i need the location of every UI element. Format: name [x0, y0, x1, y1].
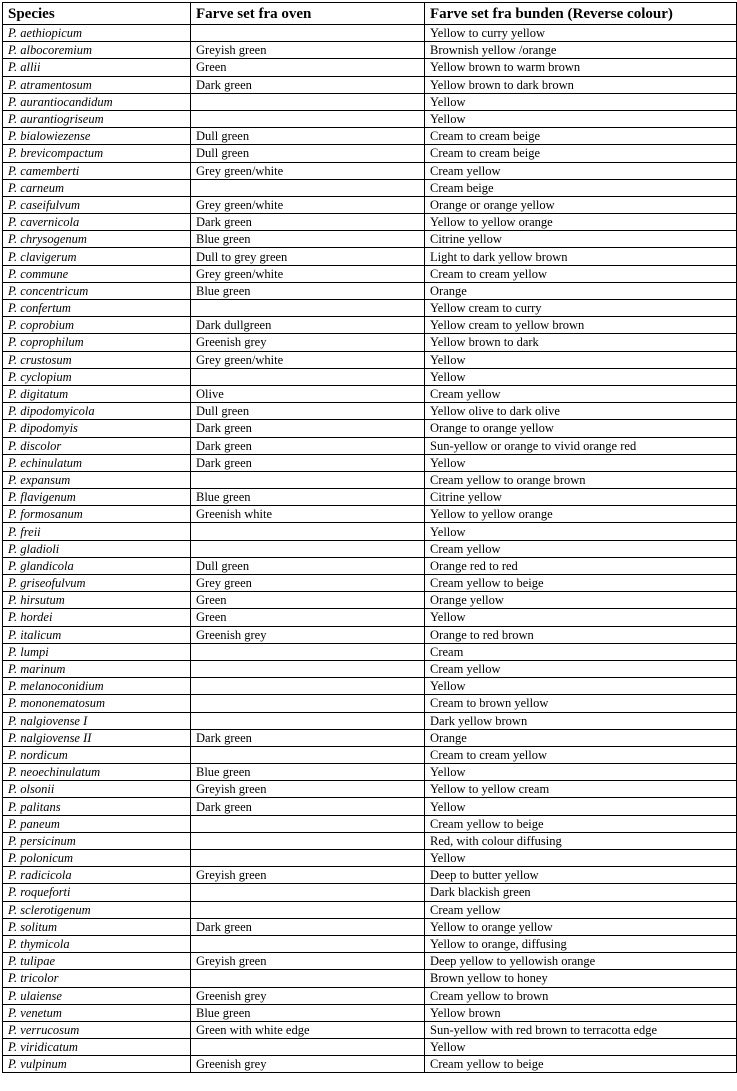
table-row: [3, 678, 737, 695]
colour-reverse-cell: Orange: [425, 282, 737, 299]
colour-top-cell: [191, 695, 425, 712]
colour-reverse-cell: Yellow: [425, 93, 737, 110]
table-row: [3, 128, 737, 145]
species-cell: P. vulpinum: [3, 1056, 191, 1073]
colour-reverse-cell: Yellow: [425, 351, 737, 368]
colour-reverse-cell: Cream: [425, 643, 737, 660]
colour-top-cell: Greyish green: [191, 953, 425, 970]
colour-reverse-cell: Cream to cream yellow: [425, 265, 737, 282]
colour-reverse-cell: Orange or orange yellow: [425, 196, 737, 213]
table-row: [3, 300, 737, 317]
table-row: [3, 317, 737, 334]
colour-reverse-cell: Sun-yellow with red brown to terracotta edge: [425, 1021, 737, 1038]
colour-top-cell: [191, 901, 425, 918]
colour-top-cell: [191, 746, 425, 763]
species-cell: P. discolor: [3, 437, 191, 454]
colour-reverse-cell: Yellow: [425, 678, 737, 695]
colour-reverse-cell: Sun-yellow or orange to vivid orange red: [425, 437, 737, 454]
table-row: [3, 231, 737, 248]
species-cell: P. expansum: [3, 471, 191, 488]
table-row: [3, 420, 737, 437]
species-cell: P. atramentosum: [3, 76, 191, 93]
table-row: [3, 385, 737, 402]
species-cell: P. caseifulvum: [3, 196, 191, 213]
species-cell: P. hirsutum: [3, 592, 191, 609]
colour-reverse-cell: Yellow: [425, 454, 737, 471]
colour-top-cell: [191, 1039, 425, 1056]
species-cell: P. digitatum: [3, 385, 191, 402]
colour-reverse-cell: Yellow to curry yellow: [425, 25, 737, 42]
species-cell: P. mononematosum: [3, 695, 191, 712]
table-row: [3, 935, 737, 952]
table-row: [3, 970, 737, 987]
species-cell: P. tricolor: [3, 970, 191, 987]
species-cell: P. freii: [3, 523, 191, 540]
colour-reverse-cell: Yellow brown to warm brown: [425, 59, 737, 76]
header-row: [3, 3, 737, 25]
colour-reverse-cell: Yellow to orange yellow: [425, 918, 737, 935]
colour-reverse-cell: Dark blackish green: [425, 884, 737, 901]
table-row: [3, 987, 737, 1004]
table-row: [3, 282, 737, 299]
colour-top-cell: Greenish grey: [191, 987, 425, 1004]
colour-reverse-cell: Cream to brown yellow: [425, 695, 737, 712]
species-cell: P. allii: [3, 59, 191, 76]
table-row: [3, 506, 737, 523]
colour-top-cell: Dark dullgreen: [191, 317, 425, 334]
species-cell: P. cyclopium: [3, 368, 191, 385]
colour-top-cell: [191, 368, 425, 385]
colour-top-cell: [191, 300, 425, 317]
species-cell: P. verrucosum: [3, 1021, 191, 1038]
table-row: [3, 265, 737, 282]
colour-reverse-cell: Cream yellow: [425, 540, 737, 557]
species-cell: P. dipodomyis: [3, 420, 191, 437]
colour-top-cell: Green with white edge: [191, 1021, 425, 1038]
colour-top-cell: [191, 815, 425, 832]
species-cell: P. coprobium: [3, 317, 191, 334]
colour-reverse-cell: Citrine yellow: [425, 489, 737, 506]
table-row: [3, 489, 737, 506]
species-cell: P. olsonii: [3, 781, 191, 798]
species-cell: P. ulaiense: [3, 987, 191, 1004]
colour-top-cell: Dark green: [191, 420, 425, 437]
table-row: [3, 179, 737, 196]
table-row: [3, 867, 737, 884]
colour-top-cell: Greyish green: [191, 42, 425, 59]
species-colour-table: [2, 2, 737, 1073]
colour-top-cell: [191, 110, 425, 127]
table-row: [3, 196, 737, 213]
colour-top-cell: Dull green: [191, 403, 425, 420]
table-row: [3, 351, 737, 368]
table-row: [3, 540, 737, 557]
table-row: [3, 781, 737, 798]
colour-reverse-cell: Yellow: [425, 798, 737, 815]
species-cell: P. cavernicola: [3, 214, 191, 231]
table-row: [3, 729, 737, 746]
colour-reverse-cell: Cream to cream beige: [425, 128, 737, 145]
table-row: [3, 660, 737, 677]
colour-reverse-cell: Yellow to yellow orange: [425, 506, 737, 523]
colour-top-cell: Greyish green: [191, 781, 425, 798]
table-row: [3, 334, 737, 351]
colour-reverse-cell: Cream yellow to orange brown: [425, 471, 737, 488]
table-row: [3, 884, 737, 901]
colour-reverse-cell: Cream yellow to beige: [425, 815, 737, 832]
colour-top-cell: [191, 523, 425, 540]
colour-top-cell: [191, 660, 425, 677]
species-cell: P. melanoconidium: [3, 678, 191, 695]
species-cell: P. chrysogenum: [3, 231, 191, 248]
colour-top-cell: [191, 678, 425, 695]
species-cell: P. crustosum: [3, 351, 191, 368]
colour-reverse-cell: Dark yellow brown: [425, 712, 737, 729]
colour-reverse-cell: Yellow olive to dark olive: [425, 403, 737, 420]
colour-reverse-cell: Orange yellow: [425, 592, 737, 609]
table-row: [3, 592, 737, 609]
species-cell: P. brevicompactum: [3, 145, 191, 162]
species-cell: P. hordei: [3, 609, 191, 626]
colour-top-cell: [191, 179, 425, 196]
colour-reverse-cell: Yellow brown to dark: [425, 334, 737, 351]
colour-top-cell: [191, 25, 425, 42]
species-cell: P. camemberti: [3, 162, 191, 179]
colour-reverse-cell: Brown yellow to honey: [425, 970, 737, 987]
species-cell: P. polonicum: [3, 850, 191, 867]
table-row: [3, 798, 737, 815]
colour-reverse-cell: Yellow: [425, 110, 737, 127]
colour-reverse-cell: Yellow: [425, 523, 737, 540]
species-cell: P. echinulatum: [3, 454, 191, 471]
table-row: [3, 626, 737, 643]
colour-reverse-cell: Cream to cream beige: [425, 145, 737, 162]
colour-reverse-cell: Orange: [425, 729, 737, 746]
colour-top-cell: Greyish green: [191, 867, 425, 884]
table-row: [3, 214, 737, 231]
table-row: [3, 609, 737, 626]
species-cell: P. nalgiovense I: [3, 712, 191, 729]
species-cell: P. nalgiovense II: [3, 729, 191, 746]
table-row: [3, 1039, 737, 1056]
table-row: [3, 454, 737, 471]
colour-top-cell: Greenish grey: [191, 626, 425, 643]
colour-reverse-cell: Orange to orange yellow: [425, 420, 737, 437]
species-cell: P. bialowiezense: [3, 128, 191, 145]
colour-reverse-cell: Brownish yellow /orange: [425, 42, 737, 59]
table-row: [3, 25, 737, 42]
colour-top-cell: Grey green/white: [191, 196, 425, 213]
colour-reverse-cell: Yellow: [425, 609, 737, 626]
table-row: [3, 643, 737, 660]
table-row: [3, 162, 737, 179]
colour-top-cell: [191, 471, 425, 488]
table-row: [3, 1004, 737, 1021]
colour-reverse-cell: Yellow brown: [425, 1004, 737, 1021]
colour-reverse-cell: Cream yellow: [425, 901, 737, 918]
colour-top-cell: Dull green: [191, 128, 425, 145]
colour-reverse-cell: Yellow to yellow cream: [425, 781, 737, 798]
colour-top-cell: Grey green/white: [191, 351, 425, 368]
colour-top-cell: [191, 643, 425, 660]
colour-reverse-cell: Yellow brown to dark brown: [425, 76, 737, 93]
table-row: [3, 901, 737, 918]
colour-reverse-cell: Cream yellow to beige: [425, 575, 737, 592]
colour-reverse-cell: Cream yellow: [425, 162, 737, 179]
species-cell: P. formosanum: [3, 506, 191, 523]
colour-top-cell: [191, 832, 425, 849]
table-row: [3, 764, 737, 781]
species-cell: P. albocoremium: [3, 42, 191, 59]
species-cell: P. carneum: [3, 179, 191, 196]
colour-top-cell: [191, 93, 425, 110]
table-row: [3, 523, 737, 540]
colour-top-cell: Grey green/white: [191, 162, 425, 179]
colour-top-cell: Blue green: [191, 1004, 425, 1021]
species-cell: P. lumpi: [3, 643, 191, 660]
colour-reverse-cell: Yellow cream to curry: [425, 300, 737, 317]
table-row: [3, 471, 737, 488]
table-row: [3, 145, 737, 162]
table-row: [3, 918, 737, 935]
species-cell: P. aurantiogriseum: [3, 110, 191, 127]
colour-reverse-cell: Cream yellow to beige: [425, 1056, 737, 1073]
species-cell: P. venetum: [3, 1004, 191, 1021]
species-cell: P. tulipae: [3, 953, 191, 970]
colour-top-cell: Green: [191, 59, 425, 76]
species-cell: P. thymicola: [3, 935, 191, 952]
colour-top-cell: Green: [191, 609, 425, 626]
colour-top-cell: Dull to grey green: [191, 248, 425, 265]
colour-top-cell: Dark green: [191, 798, 425, 815]
colour-reverse-cell: Yellow: [425, 1039, 737, 1056]
table-body: [3, 25, 737, 1073]
species-cell: P. aethiopicum: [3, 25, 191, 42]
colour-top-cell: Green: [191, 592, 425, 609]
colour-reverse-cell: Cream yellow: [425, 385, 737, 402]
species-cell: P. paneum: [3, 815, 191, 832]
colour-top-cell: [191, 884, 425, 901]
colour-top-cell: Greenish white: [191, 506, 425, 523]
colour-top-cell: Dull green: [191, 557, 425, 574]
table-row: [3, 76, 737, 93]
colour-reverse-cell: Yellow: [425, 368, 737, 385]
colour-top-cell: [191, 935, 425, 952]
colour-top-cell: Blue green: [191, 282, 425, 299]
species-cell: P. griseofulvum: [3, 575, 191, 592]
header-species: Species: [3, 3, 191, 25]
species-cell: P. viridicatum: [3, 1039, 191, 1056]
table-row: [3, 815, 737, 832]
header-colour-reverse: Farve set fra bunden (Reverse colour): [425, 3, 737, 25]
table-row: [3, 42, 737, 59]
colour-top-cell: Dark green: [191, 729, 425, 746]
species-cell: P. dipodomyicola: [3, 403, 191, 420]
colour-top-cell: Dark green: [191, 76, 425, 93]
colour-reverse-cell: Cream beige: [425, 179, 737, 196]
colour-top-cell: Grey green: [191, 575, 425, 592]
species-cell: P. gladioli: [3, 540, 191, 557]
species-cell: P. roqueforti: [3, 884, 191, 901]
header-colour-top: Farve set fra oven: [191, 3, 425, 25]
table-row: [3, 437, 737, 454]
table-row: [3, 712, 737, 729]
species-cell: P. nordicum: [3, 746, 191, 763]
table-row: [3, 575, 737, 592]
colour-top-cell: [191, 850, 425, 867]
colour-reverse-cell: Yellow to orange, diffusing: [425, 935, 737, 952]
species-cell: P. radicicola: [3, 867, 191, 884]
colour-reverse-cell: Deep to butter yellow: [425, 867, 737, 884]
species-cell: P. clavigerum: [3, 248, 191, 265]
species-cell: P. coprophilum: [3, 334, 191, 351]
table-row: [3, 695, 737, 712]
table-row: [3, 953, 737, 970]
species-cell: P. aurantiocandidum: [3, 93, 191, 110]
colour-reverse-cell: Light to dark yellow brown: [425, 248, 737, 265]
colour-reverse-cell: Cream to cream yellow: [425, 746, 737, 763]
colour-top-cell: Dark green: [191, 437, 425, 454]
colour-top-cell: Grey green/white: [191, 265, 425, 282]
colour-reverse-cell: Yellow cream to yellow brown: [425, 317, 737, 334]
species-cell: P. italicum: [3, 626, 191, 643]
colour-reverse-cell: Cream yellow: [425, 660, 737, 677]
species-cell: P. flavigenum: [3, 489, 191, 506]
colour-top-cell: Dark green: [191, 214, 425, 231]
table-row: [3, 1021, 737, 1038]
colour-top-cell: Blue green: [191, 489, 425, 506]
colour-top-cell: Dark green: [191, 454, 425, 471]
colour-reverse-cell: Yellow: [425, 850, 737, 867]
colour-reverse-cell: Yellow: [425, 764, 737, 781]
species-cell: P. commune: [3, 265, 191, 282]
colour-top-cell: [191, 712, 425, 729]
table-row: [3, 832, 737, 849]
species-cell: P. confertum: [3, 300, 191, 317]
species-cell: P. solitum: [3, 918, 191, 935]
table-row: [3, 850, 737, 867]
table-row: [3, 746, 737, 763]
species-cell: P. neoechinulatum: [3, 764, 191, 781]
table-row: [3, 248, 737, 265]
colour-reverse-cell: Deep yellow to yellowish orange: [425, 953, 737, 970]
colour-reverse-cell: Cream yellow to brown: [425, 987, 737, 1004]
table-row: [3, 59, 737, 76]
species-cell: P. palitans: [3, 798, 191, 815]
colour-top-cell: [191, 540, 425, 557]
species-cell: P. marinum: [3, 660, 191, 677]
colour-top-cell: Greenish grey: [191, 1056, 425, 1073]
colour-reverse-cell: Yellow to yellow orange: [425, 214, 737, 231]
table-row: [3, 403, 737, 420]
colour-reverse-cell: Red, with colour diffusing: [425, 832, 737, 849]
species-cell: P. concentricum: [3, 282, 191, 299]
table-row: [3, 110, 737, 127]
table-row: [3, 557, 737, 574]
colour-reverse-cell: Orange red to red: [425, 557, 737, 574]
table-row: [3, 93, 737, 110]
colour-top-cell: Blue green: [191, 764, 425, 781]
colour-reverse-cell: Orange to red brown: [425, 626, 737, 643]
species-cell: P. glandicola: [3, 557, 191, 574]
colour-top-cell: Greenish grey: [191, 334, 425, 351]
colour-top-cell: Dark green: [191, 918, 425, 935]
colour-top-cell: Blue green: [191, 231, 425, 248]
colour-top-cell: [191, 970, 425, 987]
colour-reverse-cell: Citrine yellow: [425, 231, 737, 248]
table-row: [3, 368, 737, 385]
colour-top-cell: Olive: [191, 385, 425, 402]
species-cell: P. persicinum: [3, 832, 191, 849]
table-row: [3, 1056, 737, 1073]
colour-top-cell: Dull green: [191, 145, 425, 162]
species-cell: P. sclerotigenum: [3, 901, 191, 918]
